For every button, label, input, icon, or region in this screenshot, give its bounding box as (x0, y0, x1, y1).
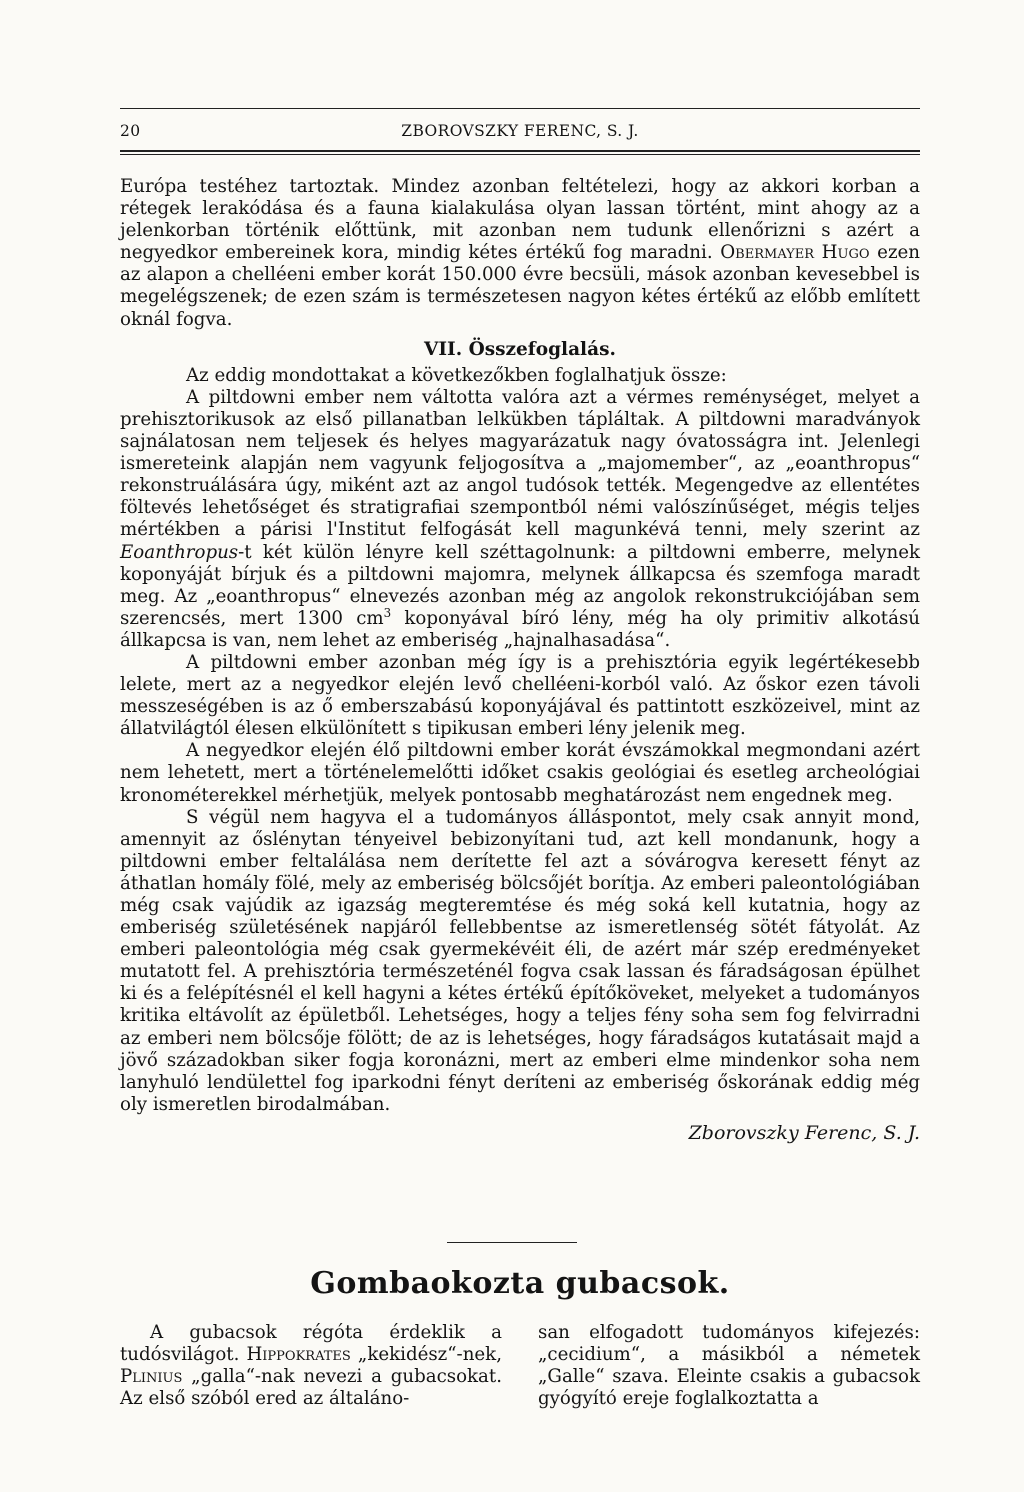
section-heading: VII. Összefoglalás. (424, 338, 616, 360)
small-caps-name: Hippokrates (246, 1344, 351, 1366)
summary-paragraph-1 (120, 365, 920, 387)
next-article-left-column (120, 1322, 502, 1410)
italic-term: Eoanthropus (120, 541, 239, 563)
summary-paragraph-4 (120, 740, 920, 806)
text-run: -t két külön lényre kell széttagolnunk: a piltdowni emberre, melynek koponyáját bírjuk és a piltdowni majomra, melynek állkapcsa és szemfoga maradt meg. Az „eoanthropus“ elnevezés azonban még az angolok rekonstrukciójában sem szerencsés, mert 1300 cm (120, 541, 920, 629)
small-caps-name: Obermayer Hugo (720, 242, 870, 264)
text-run: A negyedkor elején élő piltdowni ember korát évszámokkal megmondani azért nem lehetett, mert a történelemelőtti időket csakis geológiai és esetleg archeológiai kronométerekkel mérhetjük, melyek pontosabb meghatározást nem engednek meg. (120, 740, 920, 806)
header-rule-top (120, 108, 920, 109)
next-article-title: Gombaokozta gubacsok. (310, 1266, 730, 1301)
text-run: san elfogadott tudományos kifejezés: „cecidium“, a másikból a németek „Galle“ szava. Eleinte csakis a gubacsok gyógyító ereje foglalkoztatta a (538, 1322, 920, 1410)
summary-paragraph-5 (120, 807, 920, 1116)
text-run: A gubacsok régóta érdeklik a tudósvilágot. (120, 1322, 502, 1366)
article-body (120, 176, 920, 1144)
article-separator (447, 1242, 577, 1243)
text-run: A piltdowni ember azonban még így is a prehisztória egyik legértékesebb lelete, mert az a negyedkor elején levő chelléeni-korból való. Az őskor ezen távoli messzeségében is az ő emberszabású koponyájával és pattintott eszközeivel, mint az állatvilágtól élesen elkülönített s tipikusan emberi lény jelenik meg. (120, 651, 920, 740)
text-run: „galla“-nak nevezi a gubacsokat. Az első szóból ered az általáno- (120, 1366, 502, 1410)
summary-paragraph-2 (120, 387, 920, 652)
right-column-text (538, 1322, 920, 1410)
superscript: 3 (383, 605, 392, 620)
text-run: S végül nem hagyva el a tudományos álláspontot, mely csak annyit mond, amennyit az őslénytan tényeivel bebizonyítani tud, azt kell mondanunk, hogy a piltdowni ember feltalálása nem derítette fel azt a sóvárogva keresett fényt az áthatlan homály fölé, mely az emberiség bölcsőjét borítja. Az emberi paleontológiában még csak vajúdik az igazság megteremtése és még soká kell kutatnia, hogy az emberiség születésének napjáról fellebbentse az ismeretlenség sötét fátyolát. Az emberi paleontológia még csak gyermekévéit éli, de azért már szép eredményeket mutatott fel. A prehisztória természeténél fogva csak lassan és fáradságosan épülhet ki és a felépítésnél el kell hagyni a kétes értékű építőköveket, melyeket a tudományos kritika eltávolít az épületből. Lehetséges, hogy a teljes fény soha sem fog felvirradni az emberi nem bölcsője fölött; de az is lehetséges, hogy fáradságos kutatásait majd a jövő századokban siker fogja koronázni, mert az emberi elme mindenkor soha nem lanyhuló lendülettel fog iparkodni fényt deríteni az emberiség őskorának eddig még oly ismeretlen birodalmában. (120, 806, 920, 1115)
page-header (120, 122, 920, 144)
text-run: A piltdowni ember nem váltotta valóra azt a vérmes reménységet, melyet a prehisztorikusok az első pillanatban lelkükben tápláltak. A piltdowni maradványok sajnálatosan nem teljesek és helyes magyarázatuk nagy óvatosságra int. Jelenlegi ismereteink alapján nem vagyunk feljogosítva a „majomember“, az „eoanthropus“ rekonstruálására úgy, miként azt az angol tudósok tették. Megengedve az ellentétes föltevés lehetőséget és stratigrafiai szempontból némi valószínűséget, mégis teljes mértékben a párisi l'Institut felfogását kell magunkévá tenni, mely szerint az (120, 386, 920, 541)
text-run: „kekidész“-nek, (350, 1344, 502, 1366)
next-article-right-column (538, 1322, 920, 1410)
text-run: Európa testéhez tartoztak. Mindez azonban feltételezi, hogy az akkori korban a rétegek lerakódása és a fauna kialakulása olyan lassan történt, mint ahogy az a jelenkorban történik előttünk, mit azonban nem tudunk ellenőrizni s azért a negyedkor embereinek kora, mindig kétes értékű fog maradni. (120, 176, 920, 264)
summary-paragraph-3 (120, 652, 920, 740)
header-rule-double-b (120, 154, 920, 155)
opening-paragraph (120, 176, 920, 331)
text-run: koponyával bíró lény, még ha oly primitiv alkotású állkapcsa is van, nem lehet az emberiség „hajnalhasadása“. (120, 607, 920, 651)
left-column-text (120, 1322, 502, 1410)
text-run: ezen az alapon a chelléeni ember korát 150.000 évre becsüli, mások azonban kevesebbel is megelégszenek; de ezen szám is természetesen nagyon kétes értékű az előbb említett oknál fogva. (120, 242, 921, 330)
running-title: ZBOROVSZKY FERENC, S. J. (401, 122, 639, 140)
header-rule-double-a (120, 150, 920, 152)
text-run: Az eddig mondottakat a következőkben foglalhatjuk össze: (186, 364, 727, 386)
small-caps-name: Plinius (120, 1366, 183, 1388)
page-number: 20 (120, 122, 141, 140)
author-signature: Zborovszky Ferenc, S. J. (688, 1121, 920, 1144)
